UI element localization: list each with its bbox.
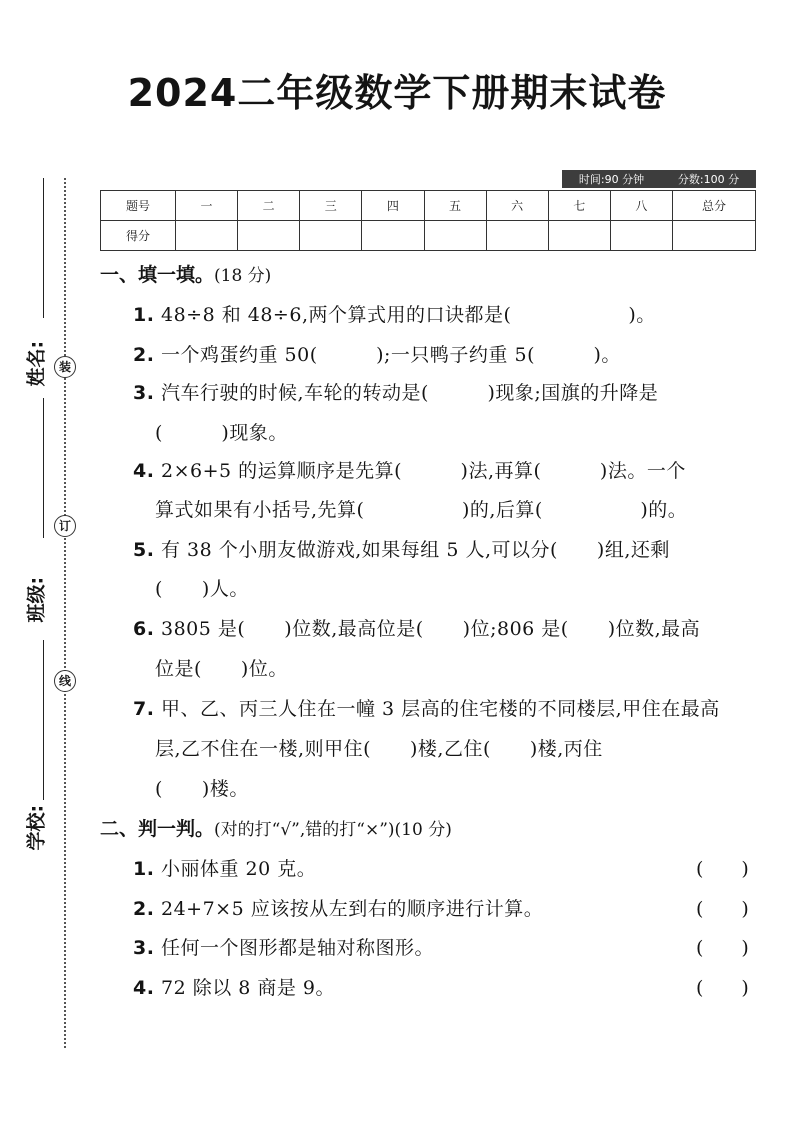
score-header-cell: 六: [486, 191, 548, 221]
question-number: 2.: [133, 344, 155, 366]
question-number: 3.: [133, 937, 155, 959]
score-cell[interactable]: [362, 221, 424, 251]
bind-mark-xian: 线: [54, 670, 76, 692]
fill-question-cont: ( )人。: [155, 578, 249, 600]
name-label: 姓名:: [25, 340, 48, 387]
score-table-score-row: [101, 221, 756, 251]
score-header-cell: 八: [610, 191, 672, 221]
fill-question: 1. 48÷8 和 48÷6,两个算式用的口诀都是( )。: [133, 304, 656, 326]
fill-question-cont: 算式如果有小括号,先算( )的,后算( )的。: [155, 499, 688, 521]
score-header-cell: 二: [238, 191, 300, 221]
judge-question: 2. 24+7×5 应该按从左到右的顺序进行计算。: [133, 898, 544, 920]
score-header-cell: 一: [176, 191, 238, 221]
question-number: 5.: [133, 539, 155, 561]
score-cell[interactable]: [424, 221, 486, 251]
score-header-cell: 五: [424, 191, 486, 221]
judge-question: 3. 任何一个图形都是轴对称图形。: [133, 937, 434, 959]
fill-question-cont: 位是( )位。: [155, 658, 288, 680]
school-field-line[interactable]: [43, 640, 44, 800]
fill-question: 7. 甲、乙、丙三人住在一幢 3 层高的住宅楼的不同楼层,甲住在最高: [133, 698, 720, 720]
score-cell[interactable]: [673, 221, 756, 251]
class-label: 班级:: [25, 576, 48, 623]
class-field-line[interactable]: [43, 398, 44, 538]
fill-question-cont: 层,乙不住在一楼,则甲住( )楼,乙住( )楼,丙住: [155, 738, 603, 760]
score-cell[interactable]: [176, 221, 238, 251]
question-number: 2.: [133, 898, 155, 920]
section-2-title: 二、判一判。: [100, 818, 215, 840]
score-cell[interactable]: [548, 221, 610, 251]
score-table: [100, 190, 756, 251]
answer-bracket[interactable]: ( ): [696, 937, 749, 959]
score-header-cell: 七: [548, 191, 610, 221]
score-cell[interactable]: [238, 221, 300, 251]
question-number: 4.: [133, 460, 155, 482]
question-number: 1.: [133, 304, 155, 326]
answer-bracket[interactable]: ( ): [696, 898, 749, 920]
fill-question: 5. 有 38 个小朋友做游戏,如果每组 5 人,可以分( )组,还剩: [133, 539, 670, 561]
score-header-cell: 总分: [673, 191, 756, 221]
name-field-line[interactable]: [43, 178, 44, 318]
page-title: 2024二年级数学下册期末试卷: [127, 71, 667, 115]
bind-mark-ding: 订: [54, 515, 76, 537]
question-number: 7.: [133, 698, 155, 720]
fill-question: 2. 一个鸡蛋约重 50( );一只鸭子约重 5( )。: [133, 344, 621, 366]
question-number: 6.: [133, 618, 155, 640]
score-header-cell: 四: [362, 191, 424, 221]
judge-question: 1. 小丽体重 20 克。: [133, 858, 317, 880]
fill-question: 6. 3805 是( )位数,最高位是( )位;806 是( )位数,最高: [133, 618, 701, 640]
answer-bracket[interactable]: ( ): [696, 977, 749, 999]
fill-question: 3. 汽车行驶的时候,车轮的转动是( )现象;国旗的升降是: [133, 382, 659, 404]
section-1-title: 一、填一填。: [100, 264, 215, 286]
score-table-header-row: [101, 191, 756, 221]
score-cell[interactable]: [486, 221, 548, 251]
score-header-cell: 题号: [101, 191, 176, 221]
section-2-heading: [100, 814, 452, 841]
exam-total-score: 分数:100 分: [677, 173, 740, 186]
binding-line: [64, 178, 66, 1048]
section-1-points: (18 分): [214, 266, 272, 286]
section-1-heading: [100, 260, 271, 287]
judge-question: 4. 72 除以 8 商是 9。: [133, 977, 336, 999]
question-number: 3.: [133, 382, 155, 404]
fill-question-cont: ( )楼。: [155, 778, 249, 800]
score-cell[interactable]: [300, 221, 362, 251]
question-number: 1.: [133, 858, 155, 880]
answer-bracket[interactable]: ( ): [696, 858, 749, 880]
bind-mark-zhuang: 装: [54, 356, 76, 378]
score-row-label: 得分: [101, 221, 176, 251]
fill-question-cont: ( )现象。: [155, 422, 288, 444]
score-header-cell: 三: [300, 191, 362, 221]
exam-time: 时间:90 分钟: [578, 173, 645, 186]
question-number: 4.: [133, 977, 155, 999]
school-label: 学校:: [25, 804, 48, 851]
fill-question: 4. 2×6+5 的运算顺序是先算( )法,再算( )法。一个: [133, 460, 686, 482]
section-2-points: (对的打“√”,错的打“×”)(10 分): [214, 820, 452, 840]
score-cell[interactable]: [610, 221, 672, 251]
exam-info-bar: [562, 170, 756, 188]
